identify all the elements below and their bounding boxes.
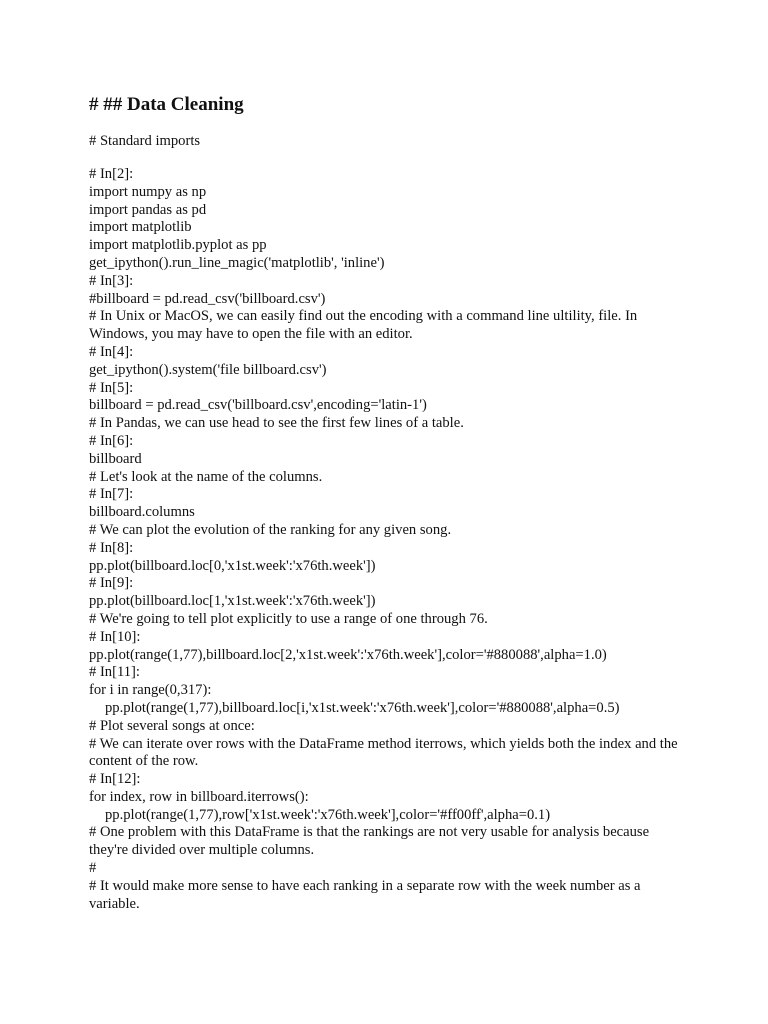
code-line: # [89,860,97,877]
code-line: import pandas as pd [89,201,207,218]
code-line: # In[3]: [89,272,134,289]
code-line: # In[9]: [89,575,134,592]
code-line: # In[11]: [89,664,140,681]
document-page [89,94,689,913]
code-line: # We're going to tell plot explicitly to use a range of one through 76. [89,610,488,627]
code-line: # One problem with this DataFrame is that the rankings are not very usable for analysis because they're divided over multiple columns. [89,824,650,859]
code-line: billboard.columns [89,504,195,521]
code-line: # In[4]: [89,343,134,360]
code-line: import numpy as np [89,183,207,200]
code-line: # In Unix or MacOS, we can easily find out the encoding with a command line ultility, file. In Windows, you may have to open the file with an editor. [89,308,638,343]
code-line: for i in range(0,317): [89,682,212,699]
code-line: pp.plot(range(1,77),row['x1st.week':'x76th.week'],color='#ff00ff',alpha=0.1) [105,806,551,823]
code-line: get_ipython().system('file billboard.csv') [89,361,327,378]
code-line: pp.plot(billboard.loc[1,'x1st.week':'x76th.week']) [89,593,376,610]
code-lines [89,166,689,913]
code-line: # In[10]: [89,628,141,645]
code-line: # We can plot the evolution of the ranking for any given song. [89,521,452,538]
code-line: get_ipython().run_line_magic('matplotlib', 'inline') [89,254,385,271]
code-line: # In[12]: [89,771,141,788]
code-line: # In[5]: [89,379,134,396]
code-line: # We can iterate over rows with the DataFrame method iterrows, which yields both the index and the content of the row. [89,735,678,770]
code-line: # In Pandas, we can use head to see the first few lines of a table. [89,415,464,432]
code-line: billboard [89,450,142,467]
code-line: pp.plot(billboard.loc[0,'x1st.week':'x76th.week']) [89,557,376,574]
code-line: # Plot several songs at once: [89,717,255,734]
code-line: for index, row in billboard.iterrows(): [89,788,309,805]
code-line: pp.plot(range(1,77),billboard.loc[i,'x1st.week':'x76th.week'],color='#880088',alpha=0.5) [105,699,620,716]
code-line: pp.plot(range(1,77),billboard.loc[2,'x1st.week':'x76th.week'],color='#880088',alpha=1.0) [89,646,607,663]
code-line: # In[8]: [89,539,134,556]
code-line: import matplotlib [89,219,192,236]
code-line: # In[6]: [89,432,134,449]
code-line: # It would make more sense to have each ranking in a separate row with the week number as a variable. [89,877,641,912]
code-line: # In[7]: [89,486,134,503]
code-line: #billboard = pd.read_csv('billboard.csv') [89,290,326,307]
section-comment: # Standard imports [89,133,201,149]
document-heading: # ## Data Cleaning [89,94,244,115]
code-line: # In[2]: [89,166,134,182]
code-line: billboard = pd.read_csv('billboard.csv',encoding='latin-1') [89,397,427,414]
code-line: import matplotlib.pyplot as pp [89,237,267,254]
code-line: # Let's look at the name of the columns. [89,468,323,485]
